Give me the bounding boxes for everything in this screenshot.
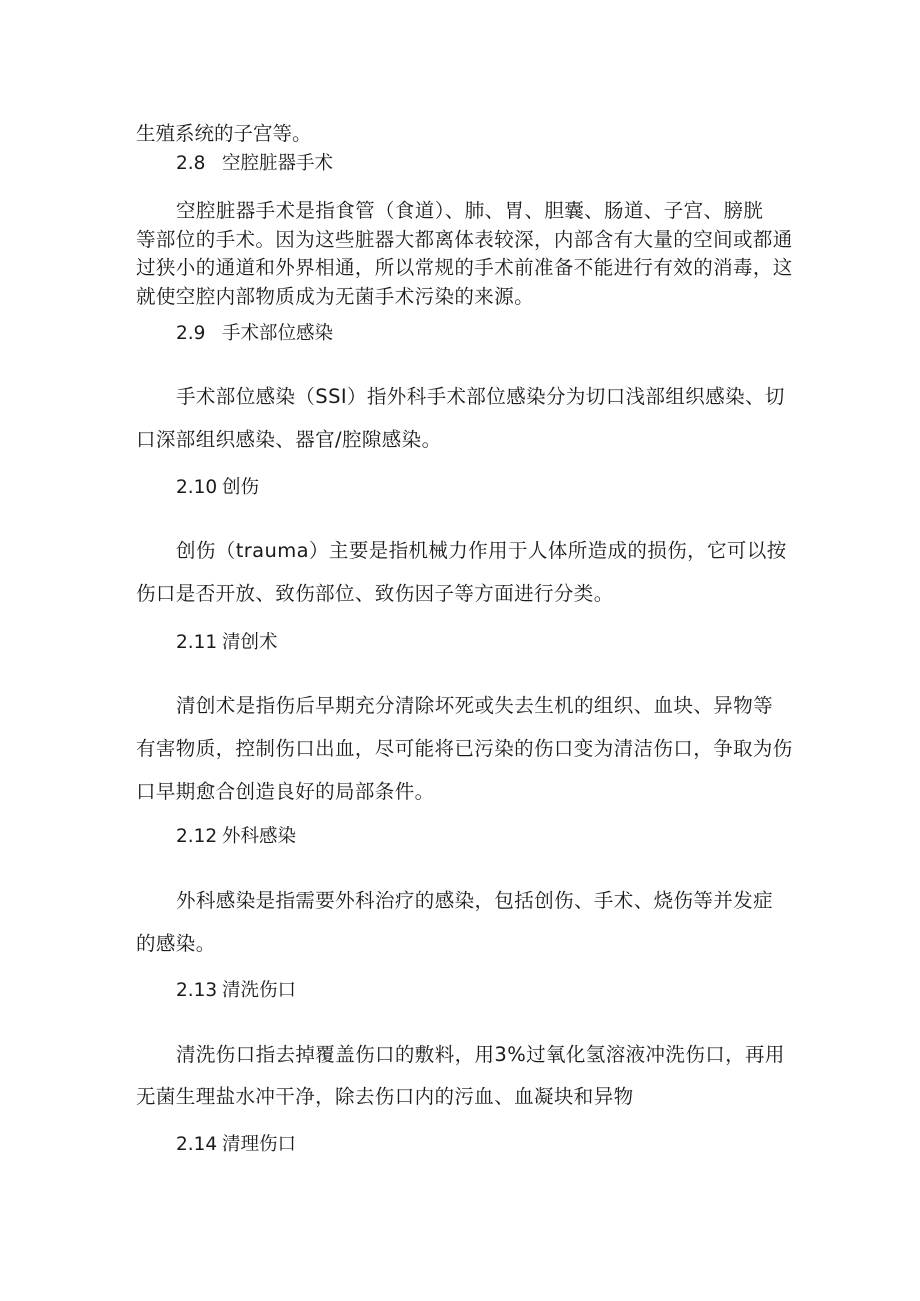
- paragraph-line: 空腔脏器手术是指食管（食道）、肺、胃、胆囊、肠道、子宫、膀胱: [176, 199, 764, 222]
- paragraph-line: 清洗伤口指去掉覆盖伤口的敷料，用3%过氧化氢溶液冲洗伤口，再用: [176, 1043, 785, 1066]
- paragraph-line: 口早期愈合创造良好的局部条件。: [136, 780, 435, 803]
- paragraph-continuation: 生殖系统的子宫等。: [136, 122, 312, 145]
- section-title: 手术部位感染: [222, 323, 334, 344]
- paragraph-line: 就使空腔内部物质成为无菌手术污染的来源。: [136, 285, 535, 308]
- section-number: 2.13: [176, 980, 218, 1001]
- paragraph-line: 无菌生理盐水冲干净，除去伤口内的污血、血凝块和异物: [136, 1085, 634, 1108]
- section-title: 外科感染: [222, 826, 297, 847]
- section-number: 2.11: [176, 632, 218, 653]
- paragraph-line: 过狭小的通道和外界相通，所以常规的手术前准备不能进行有效的消毒，这: [136, 256, 793, 279]
- paragraph-line: 伤口是否开放、致伤部位、致伤因子等方面进行分类。: [136, 582, 614, 605]
- paragraph-line: 创伤（trauma）主要是指机械力作用于人体所造成的损伤，它可以按: [176, 539, 787, 562]
- section-number: 2.12: [176, 826, 218, 847]
- section-number: 2.14: [176, 1134, 218, 1155]
- paragraph-line: 外科感染是指需要外科治疗的感染，包括创伤、手术、烧伤等并发症: [176, 889, 774, 912]
- paragraph-line: 手术部位感染（SSI）指外科手术部位感染分为切口浅部组织感染、切: [176, 385, 785, 408]
- section-title: 清理伤口: [222, 1134, 297, 1155]
- section-title: 创伤: [222, 477, 260, 498]
- section-number: 2.8: [176, 153, 206, 174]
- paragraph-line: 有害物质，控制伤口出血，尽可能将已污染的伤口变为清洁伤口，争取为伤: [136, 737, 793, 760]
- section-number: 2.10: [176, 477, 218, 498]
- section-title: 空腔脏器手术: [222, 153, 334, 174]
- paragraph-line: 口深部组织感染、器官/腔隙感染。: [136, 428, 442, 451]
- section-number: 2.9: [176, 323, 206, 344]
- paragraph-line: 的感染。: [136, 932, 216, 955]
- section-title: 清创术: [222, 632, 278, 653]
- paragraph-line: 等部位的手术。因为这些脏器大都离体表较深，内部含有大量的空间或都通: [136, 228, 793, 251]
- section-title: 清洗伤口: [222, 980, 297, 1001]
- paragraph-line: 清创术是指伤后早期充分清除坏死或失去生机的组织、血块、异物等: [176, 694, 774, 717]
